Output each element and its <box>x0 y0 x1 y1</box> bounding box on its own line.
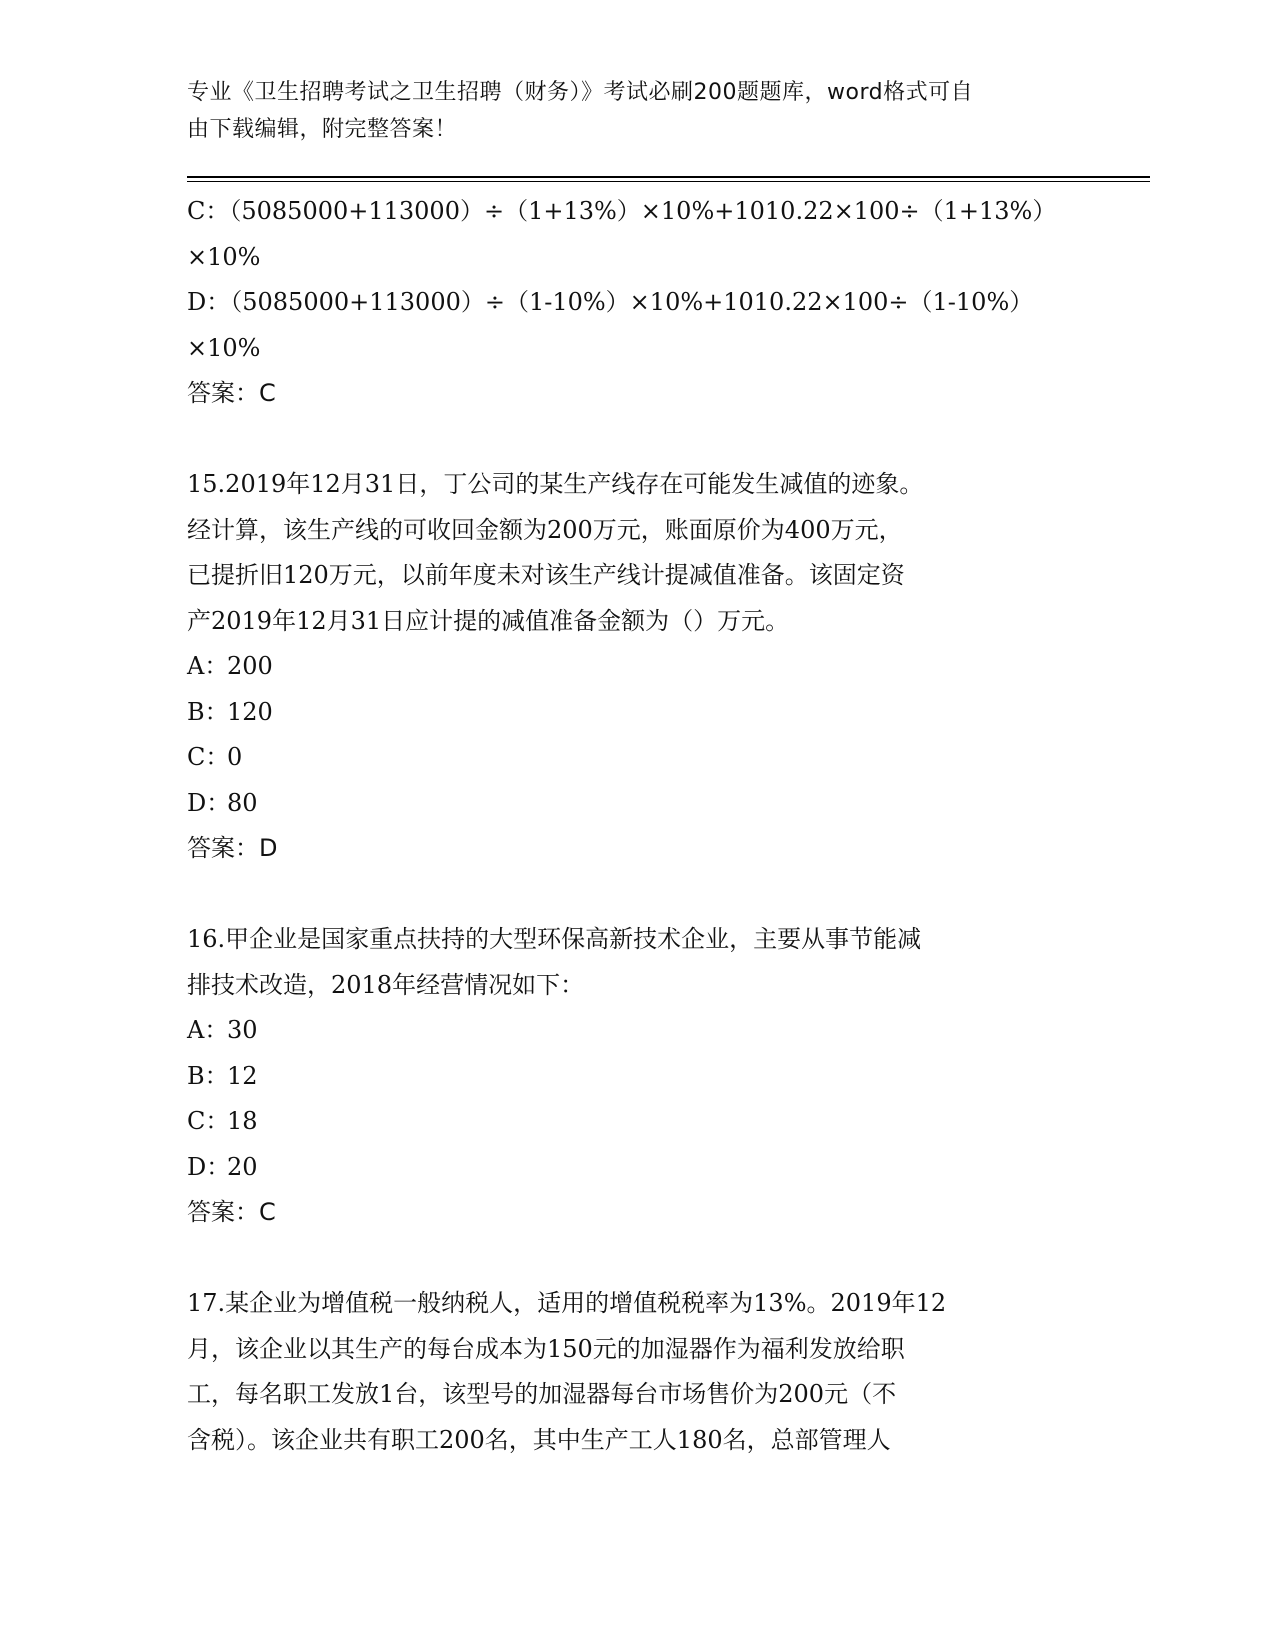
spacer <box>187 872 1087 918</box>
q15-option-b <box>187 690 1087 736</box>
question-17 <box>187 1281 1087 1463</box>
header-line-2: 由下载编辑，附完整答案！ <box>187 117 458 142</box>
option-letter: A： <box>187 652 229 680</box>
option-value: 0 <box>227 743 243 771</box>
document-header <box>187 74 1087 148</box>
q16-option-d <box>187 1145 1087 1191</box>
q16-stem-line-2: 排技术改造，2018年经营情况如下： <box>187 970 585 999</box>
q17-stem-line-1: 17.某企业为增值税一般纳税人，适用的增值税税率为13%。2019年12 <box>187 1289 947 1317</box>
q17-stem-line-2: 月，该企业以其生产的每台成本为150元的加湿器作为福利发放给职 <box>187 1334 905 1363</box>
q14-answer: 答案：C <box>187 379 276 407</box>
document-body <box>187 189 1087 1463</box>
q15-option-a <box>187 644 1087 690</box>
spacer <box>187 1236 1087 1282</box>
q16-option-b <box>187 1054 1087 1100</box>
q14-option-d-line-1: D：（5085000+113000）÷（1-10%）×10%+1010.22×100÷（1-10%） <box>187 288 1034 316</box>
option-value: 120 <box>227 697 273 726</box>
option-value: 12 <box>227 1061 258 1090</box>
q17-stem-line-4: 含税）。该企业共有职工200名，其中生产工人180名，总部管理人 <box>187 1425 891 1454</box>
header-divider-thin <box>187 181 1150 182</box>
option-letter: D： <box>187 1152 231 1181</box>
q16-option-a <box>187 1008 1087 1054</box>
header-divider-thick <box>187 176 1150 178</box>
q16-option-c <box>187 1099 1087 1145</box>
option-value: 30 <box>227 1016 258 1044</box>
q14-option-c-line-2: ×10% <box>187 242 261 271</box>
option-letter: B： <box>187 1061 229 1090</box>
q15-stem-line-1: 15.2019年12月31日，丁公司的某生产线存在可能发生减值的迹象。 <box>187 470 924 498</box>
option-letter: B： <box>187 697 229 726</box>
q15-option-c <box>187 735 1087 781</box>
option-letter: A： <box>187 1016 229 1044</box>
q17-stem-line-3: 工，每名职工发放1台，该型号的加湿器每台市场售价为200元（不 <box>187 1380 897 1408</box>
option-value: 80 <box>227 788 258 817</box>
q15-stem-line-3: 已提折旧120万元，以前年度未对该生产线计提减值准备。该固定资 <box>187 561 905 589</box>
q16-stem-line-1: 16.甲企业是国家重点扶持的大型环保高新技术企业，主要从事节能减 <box>187 925 922 953</box>
spacer <box>187 417 1087 463</box>
question-15 <box>187 462 1087 872</box>
q15-stem-line-2: 经计算，该生产线的可收回金额为200万元，账面原价为400万元， <box>187 515 903 544</box>
question-16 <box>187 917 1087 1236</box>
q15-option-d <box>187 781 1087 827</box>
q15-answer: 答案：D <box>187 834 278 862</box>
option-value: 20 <box>227 1152 258 1181</box>
q14-option-c-line-1: C：（5085000+113000）÷（1+13%）×10%+1010.22×100÷（1+13%） <box>187 197 1057 225</box>
option-letter: D： <box>187 788 231 817</box>
q15-stem-line-4: 产2019年12月31日应计提的减值准备金额为（）万元。 <box>187 606 790 635</box>
q14-option-d-line-2: ×10% <box>187 333 261 362</box>
option-value: 200 <box>227 652 273 680</box>
question-14-continued <box>187 189 1087 417</box>
header-line-1: 专业《卫生招聘考试之卫生招聘（财务）》考试必刷200题题库，word格式可自 <box>187 80 974 105</box>
option-value: 18 <box>227 1107 258 1135</box>
option-letter: C： <box>187 1107 230 1135</box>
option-letter: C： <box>187 743 230 771</box>
q16-answer: 答案：C <box>187 1198 276 1226</box>
